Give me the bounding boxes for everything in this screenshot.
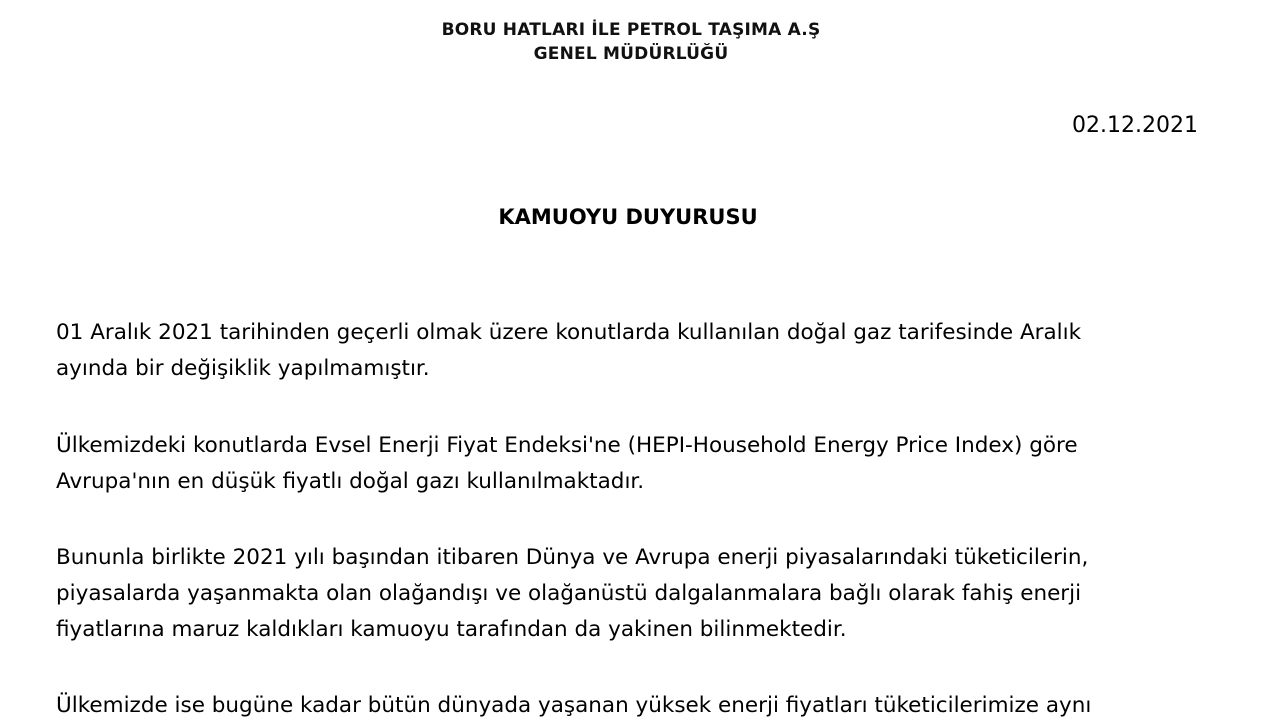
paragraph-line: ayında bir değişiklik yapılmamıştır. [56,356,430,381]
paragraph-4 [56,688,1206,720]
paragraph-3 [56,540,1206,648]
paragraph-line: piyasalarda yaşanmakta olan olağandışı ve olağanüstü dalgalanmalara bağlı olarak fahiş enerji [56,581,1082,606]
organization-header [0,18,1262,66]
paragraph-line: Ülkemizdeki konutlarda Evsel Enerji Fiyat Endeksi'ne (HEPI-Household Energy Price Index) göre [56,433,1078,458]
paragraph-line: fiyatlarına maruz kaldıkları kamuoyu tarafından da yakinen bilinmektedir. [56,617,847,642]
paragraph-line: Ülkemizde ise bugüne kadar bütün dünyada yaşanan yüksek enerji fiyatları tüketicilerimize aynı [56,693,1092,718]
paragraph-line: 01 Aralık 2021 tarihinden geçerli olmak üzere konutlarda kullanılan doğal gaz tarifesinde Aralık [56,320,1082,345]
document-title: KAMUOYU DUYURUSU [498,205,758,229]
paragraph-2 [56,428,1206,500]
document-date: 02.12.2021 [1072,113,1198,138]
organization-name: BORU HATLARI İLE PETROL TAŞIMA A.Ş [441,20,821,40]
paragraph-line: Avrupa'nın en düşük fiyatlı doğal gazı kullanılmaktadır. [56,469,645,494]
paragraph-1 [56,315,1206,387]
paragraph-line: Bununla birlikte 2021 yılı başından itibaren Dünya ve Avrupa enerji piyasalarındaki tüketicilerin, [56,545,1089,570]
organization-department: GENEL MÜDÜRLÜĞÜ [533,44,729,64]
